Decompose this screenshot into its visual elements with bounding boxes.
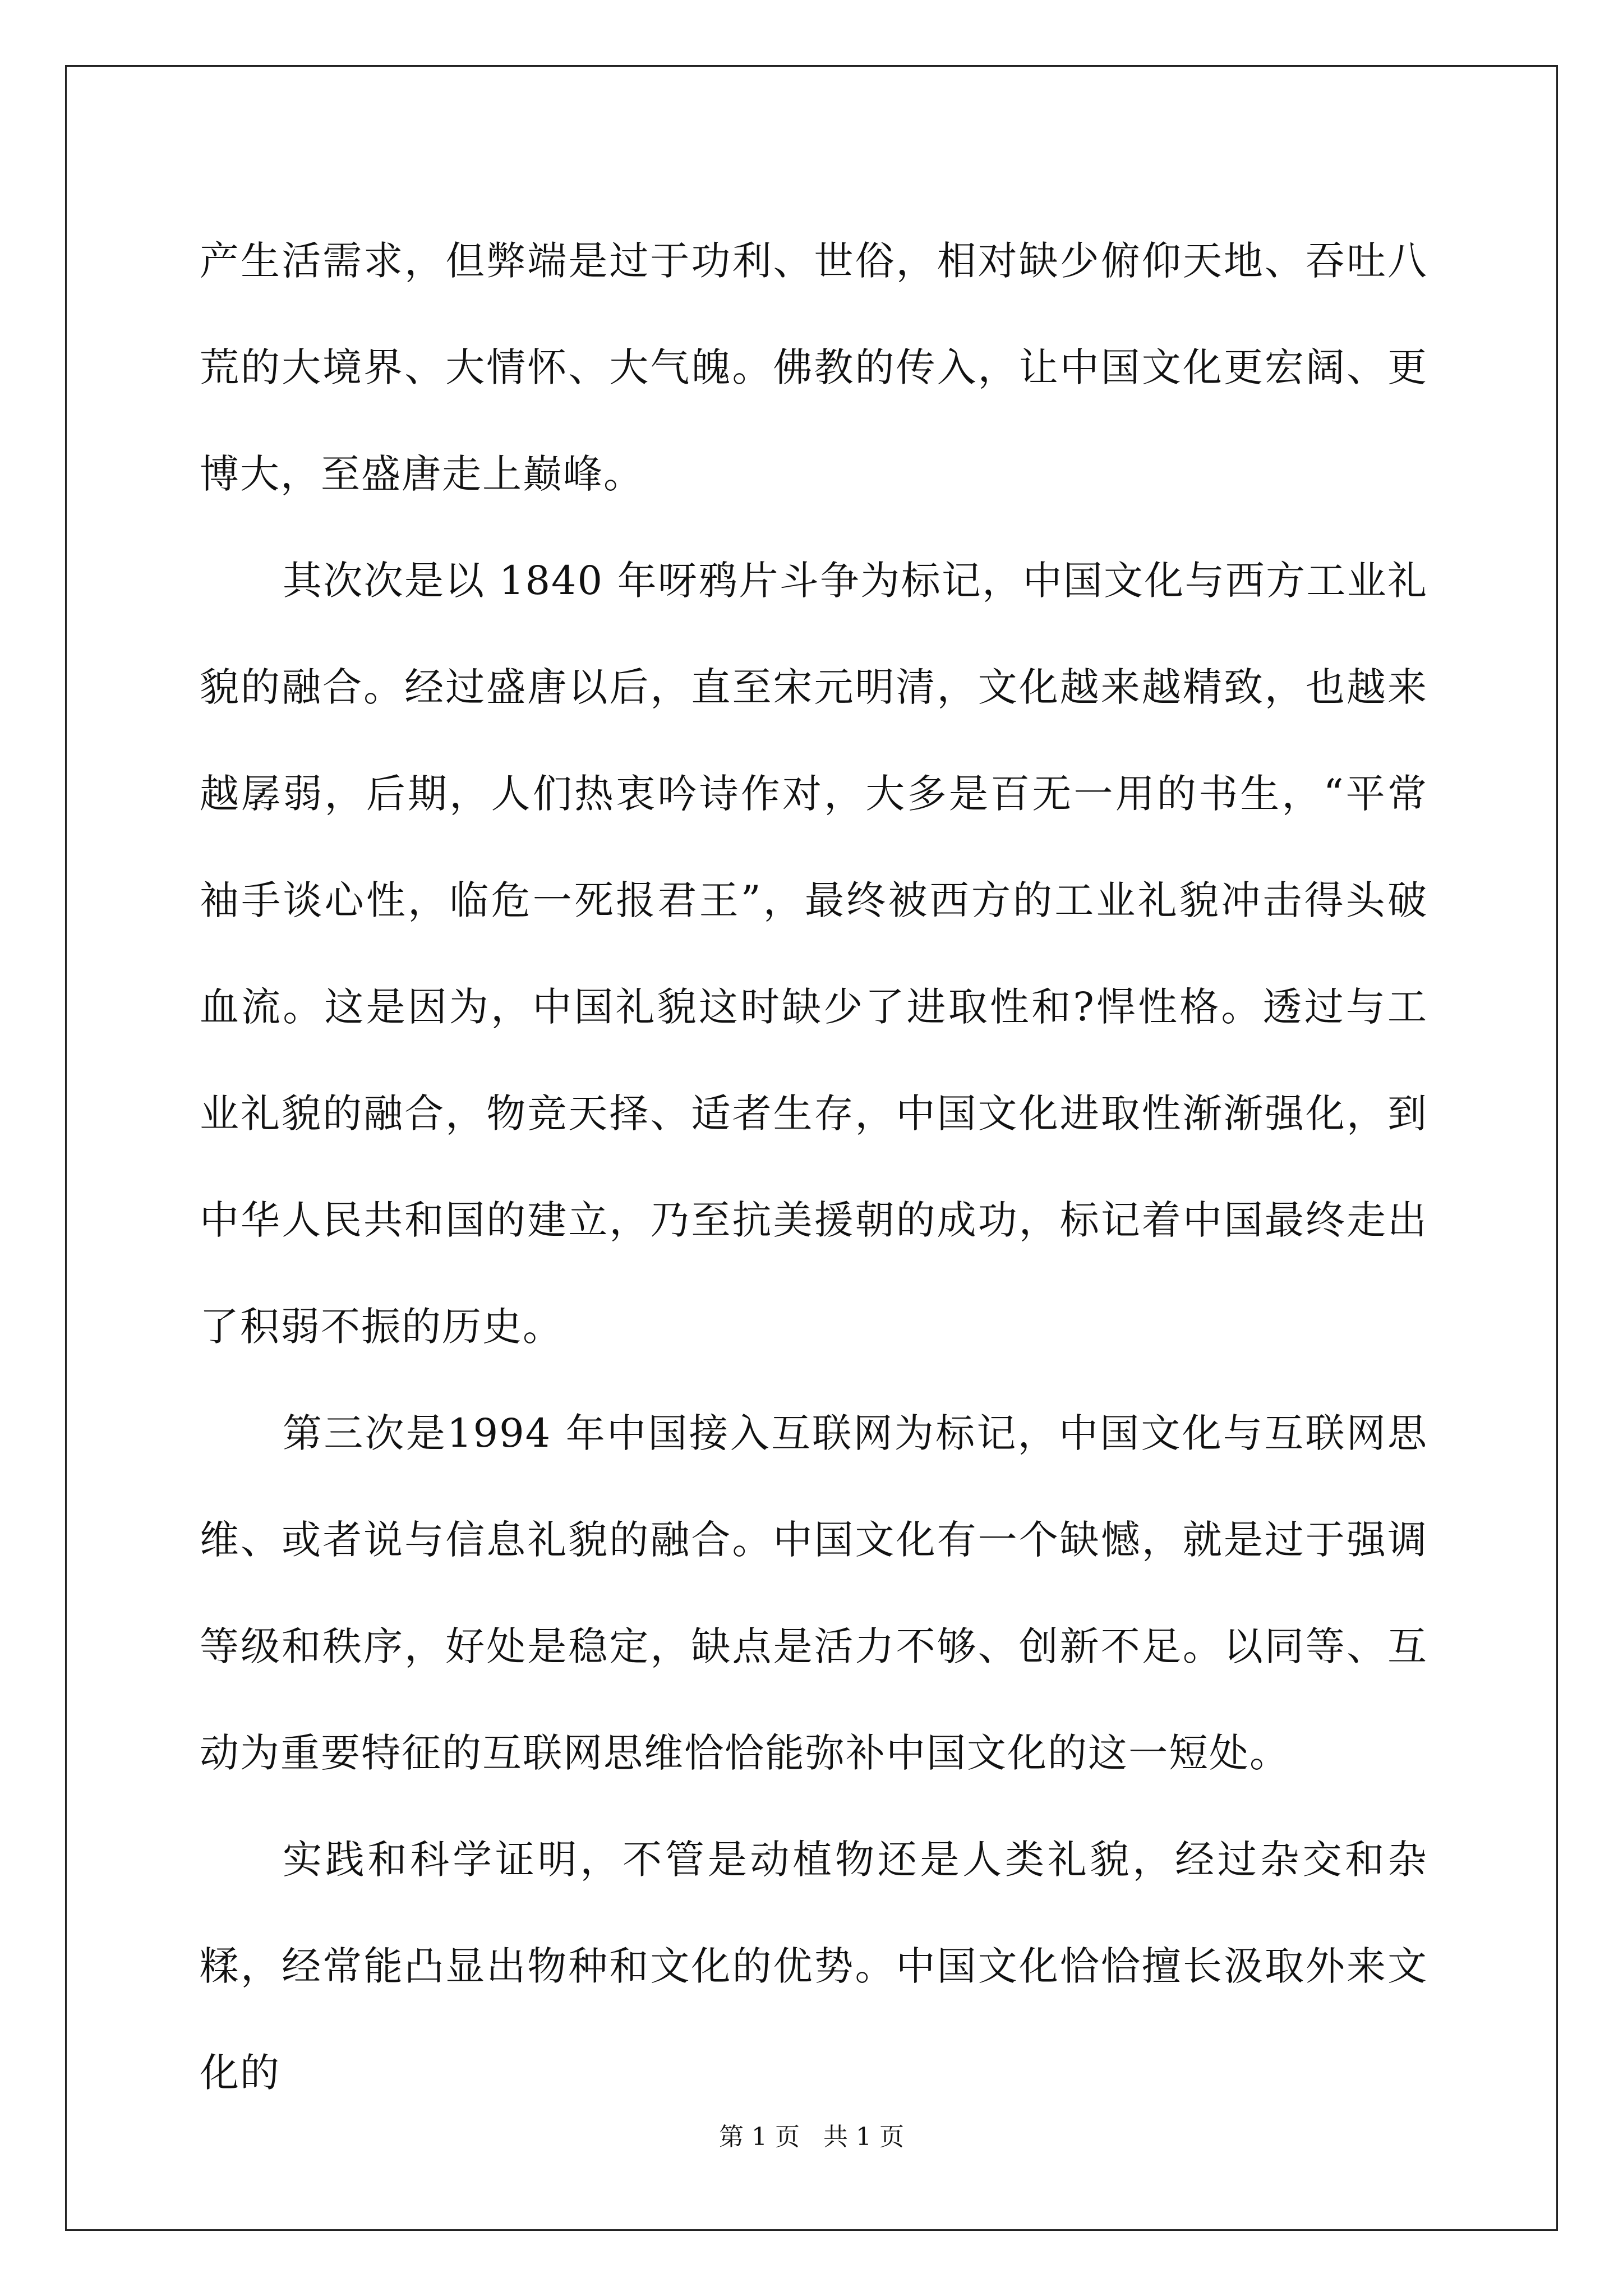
paragraph: 第三次是1994 年中国接入互联网为标记，中国文化与互联网思维、或者说与信息礼貌的融合。中国文化有一个缺憾，就是过于强调等级和秩序，好处是稳定，缺点是活力不够、创新不足。以同等、互动为重要特征的互联网思维恰恰能弥补中国文化的这一短处。	[200, 1410, 1428, 1776]
page-footer	[0, 2120, 1623, 2154]
paragraph: 实践和科学证明，不管是动植物还是人类礼貌，经过杂交和杂糅，经常能凸显出物种和文化的优势。中国文化恰恰擅长汲取外来文化的	[200, 1837, 1428, 2096]
page-total: 共 1 页	[823, 2123, 904, 2151]
document-body	[200, 208, 1428, 2126]
paragraph: 其次次是以 1840 年呀鸦片斗争为标记，中国文化与西方工业礼貌的融合。经过盛唐以后，直至宋元明清，文化越来越精致，也越来越孱弱，后期，人们热衷吟诗作对，大多是百无一用的书生，“平常袖手谈心性，临危一死报君王”，最终被西方的工业礼貌冲击得头破血流。这是因为，中国礼貌这时缺少了进取性和?悍性格。透过与工业礼貌的融合，物竞天择、适者生存，中国文化进取性渐渐强化，到中华人民共和国的建立，乃至抗美援朝的成功，标记着中国最终走出了积弱不振的历史。	[200, 558, 1428, 1350]
paragraph: 产生活需求，但弊端是过于功利、世俗，相对缺少俯仰天地、吞吐八荒的大境界、大情怀、大气魄。佛教的传入，让中国文化更宏阔、更博大，至盛唐走上巅峰。	[200, 238, 1428, 497]
page-number: 第 1 页	[719, 2123, 800, 2151]
